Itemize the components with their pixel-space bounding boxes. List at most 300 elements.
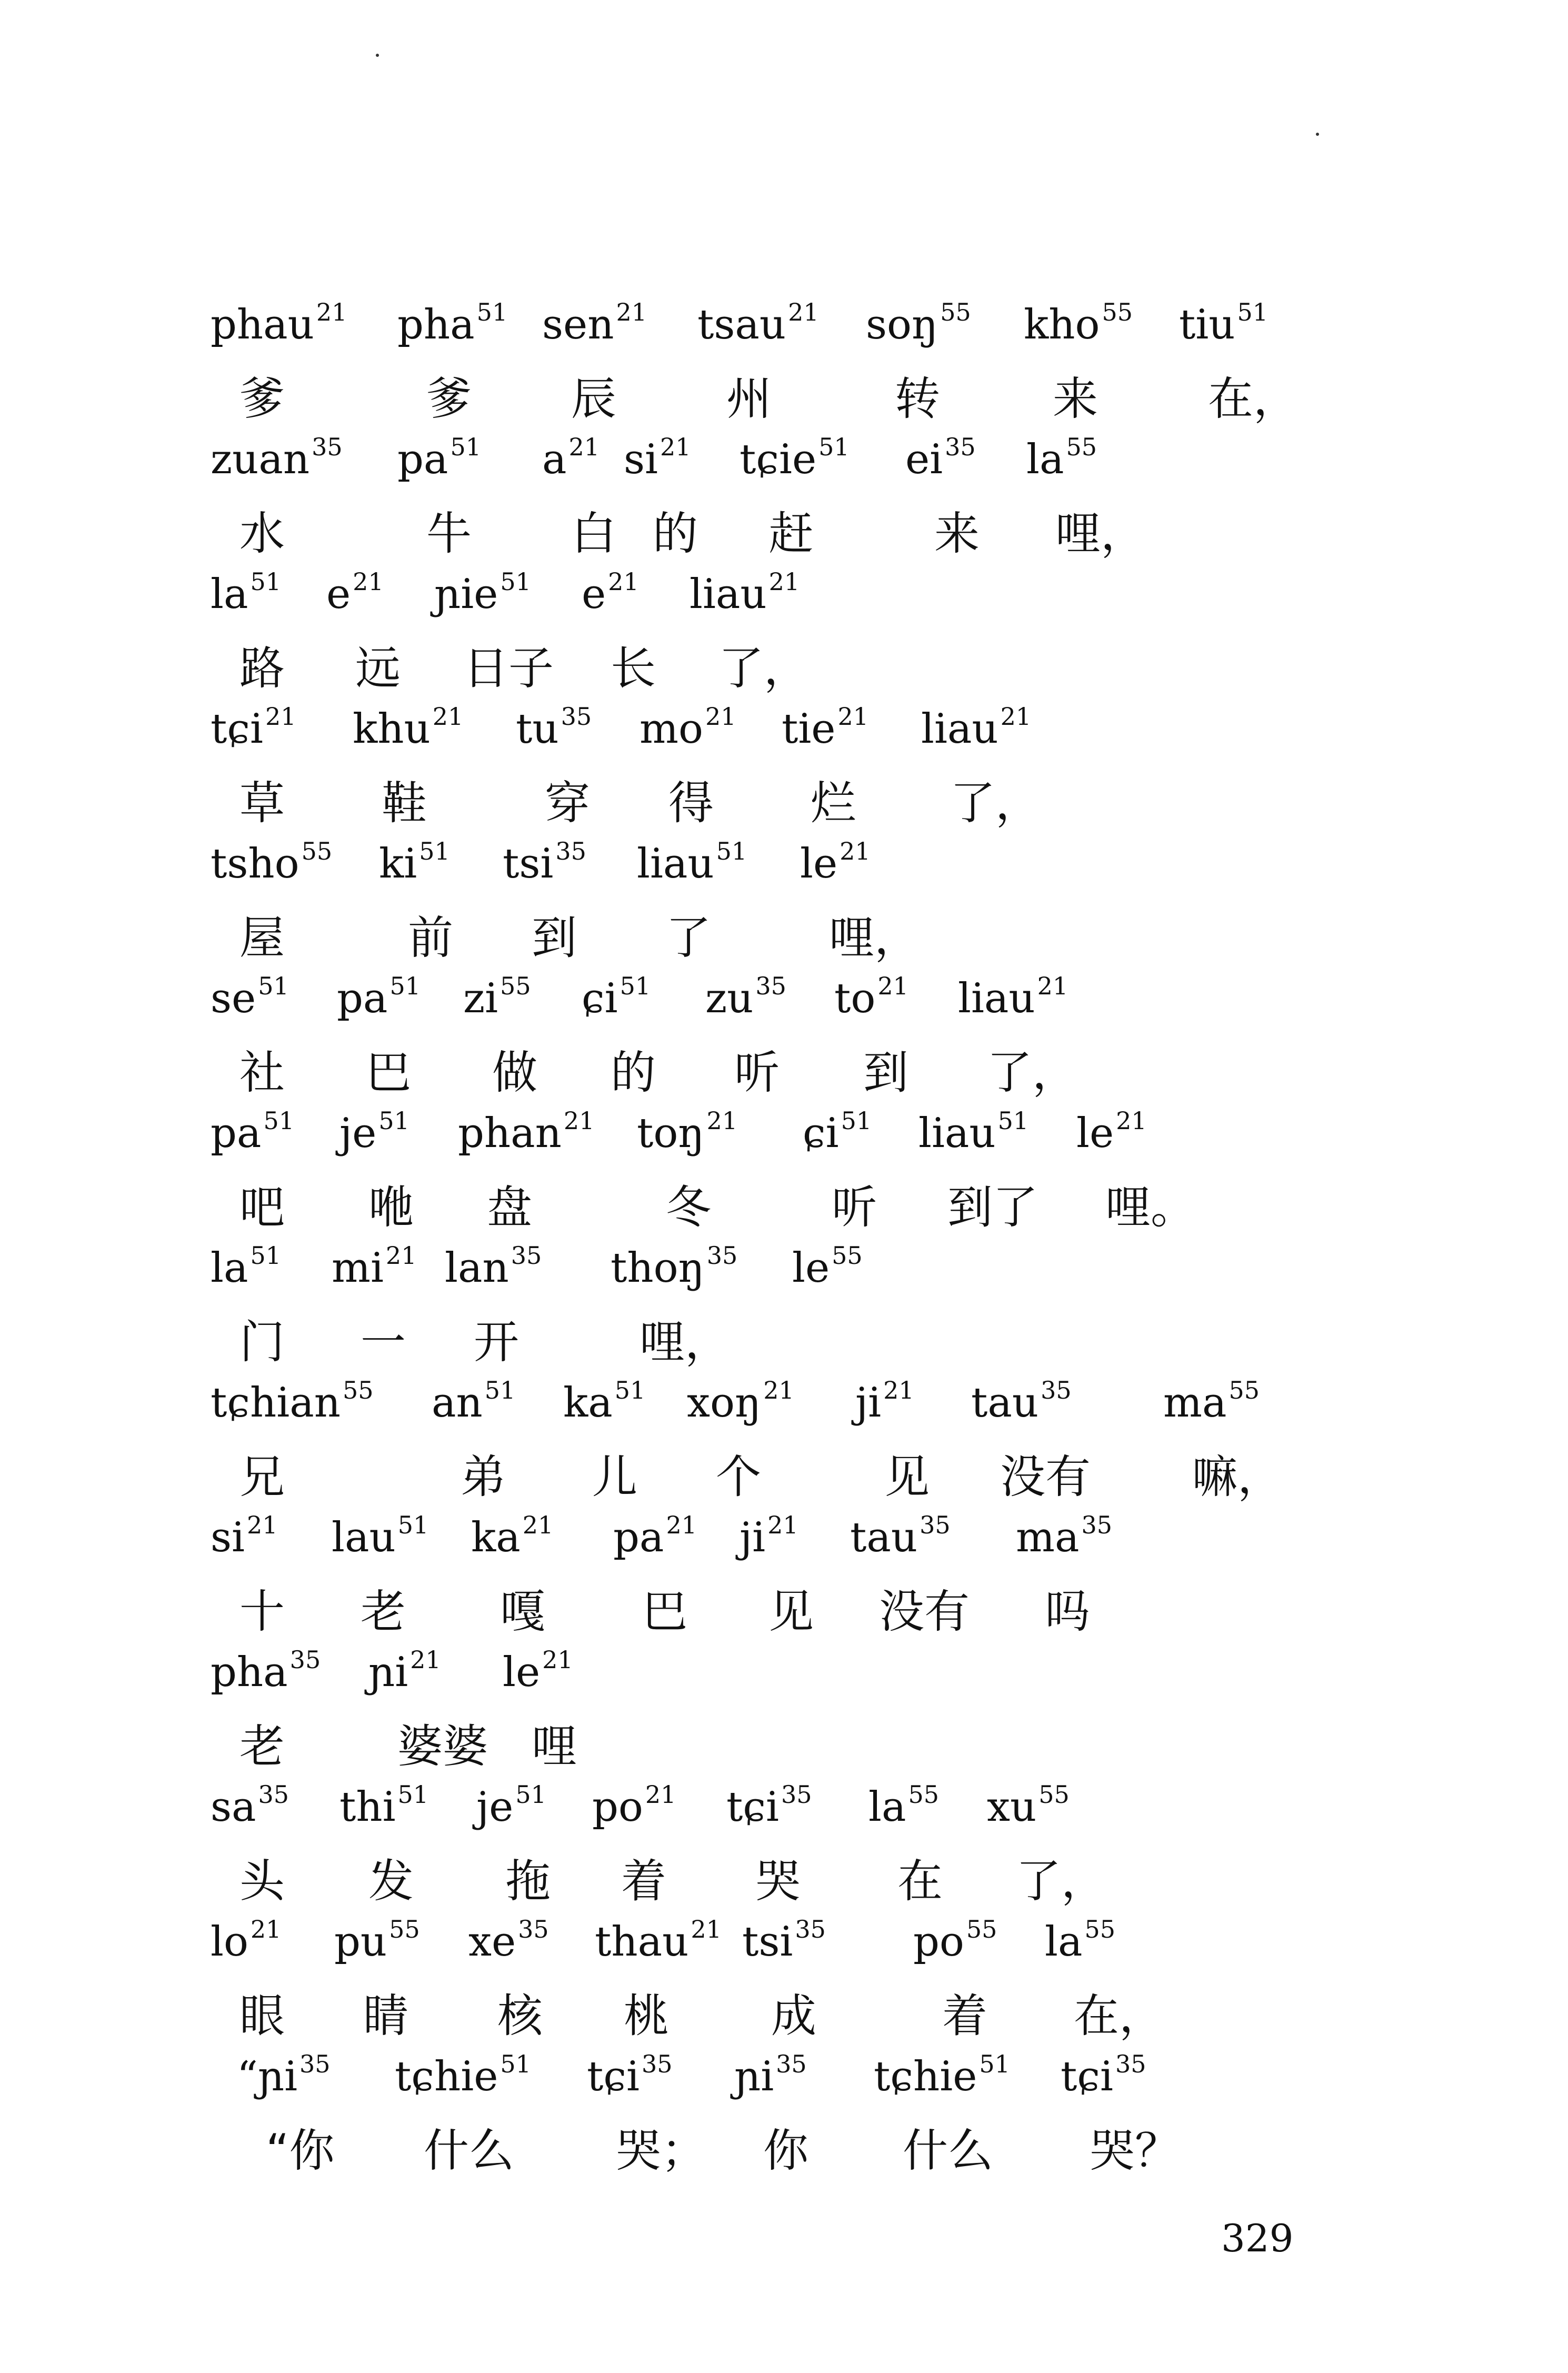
syllable-text: po xyxy=(913,1918,964,1966)
chinese-gloss: 冬 xyxy=(666,1181,711,1234)
syllable-text: lo xyxy=(211,1918,248,1966)
tone-number: 55 xyxy=(1038,1780,1070,1809)
ipa-line xyxy=(0,1782,1568,1856)
tone-number: 51 xyxy=(397,1511,429,1539)
tone-number: 21 xyxy=(1000,702,1032,731)
syllable-text: tɕi xyxy=(1061,2053,1113,2100)
chinese-gloss: 了 xyxy=(666,912,711,964)
tone-number: 35 xyxy=(945,433,976,461)
tone-number: 51 xyxy=(716,837,747,865)
ipa-syllable xyxy=(211,1511,278,1561)
syllable-text: phau xyxy=(211,301,314,348)
tone-number: 35 xyxy=(518,1915,549,1943)
ipa-syllable xyxy=(211,567,281,618)
ipa-syllable xyxy=(740,1511,798,1561)
chinese-gloss: 辰 xyxy=(571,373,616,425)
syllable-text: ma xyxy=(1016,1514,1080,1561)
tone-number: 21 xyxy=(660,433,691,461)
tone-number: 51 xyxy=(397,1780,429,1809)
ipa-syllable xyxy=(592,1780,676,1831)
ipa-syllable xyxy=(332,1511,429,1561)
ipa-syllable xyxy=(855,1376,914,1427)
ipa-syllable xyxy=(866,298,971,348)
chinese-gloss: 了， xyxy=(987,1046,1077,1099)
chinese-gloss: 日子 xyxy=(463,642,554,695)
syllable-text: sen xyxy=(542,301,614,348)
ipa-syllable xyxy=(434,567,531,618)
ipa-syllable xyxy=(397,298,508,348)
chinese-gloss: 儿 xyxy=(592,1451,637,1503)
chinese-gloss: 盘 xyxy=(487,1181,532,1234)
syllable-text: tɕi xyxy=(726,1783,779,1831)
ipa-syllable xyxy=(211,702,296,753)
ipa-syllable xyxy=(211,1780,289,1831)
chinese-gloss: 路 xyxy=(239,642,285,695)
tone-number: 55 xyxy=(342,1376,374,1404)
ipa-syllable xyxy=(705,972,786,1022)
tone-number: 21 xyxy=(250,1915,282,1943)
speck-mark xyxy=(376,54,379,57)
tone-number: 21 xyxy=(763,1376,794,1404)
syllable-text: thi xyxy=(339,1783,396,1831)
ipa-syllable xyxy=(640,702,736,753)
ipa-line xyxy=(0,1917,1568,1991)
tone-number: 51 xyxy=(500,567,531,596)
chinese-gloss: 眼 xyxy=(239,1990,285,2042)
ipa-line xyxy=(0,839,1568,913)
tone-number: 51 xyxy=(1237,298,1269,326)
syllable-text: le xyxy=(792,1244,830,1292)
syllable-text: se xyxy=(211,975,256,1022)
tone-number: 35 xyxy=(755,972,786,1000)
ipa-syllable xyxy=(613,1511,697,1561)
chinese-gloss: 了， xyxy=(718,642,809,695)
syllable-text: ji xyxy=(855,1379,882,1427)
chinese-gloss: 头 xyxy=(239,1855,285,1908)
syllable-text: la xyxy=(1045,1918,1083,1966)
tone-number: 21 xyxy=(265,702,296,731)
tone-number: 55 xyxy=(1229,1376,1260,1404)
ipa-syllable xyxy=(211,298,347,348)
ipa-syllable xyxy=(211,1106,294,1157)
chinese-gloss: 在， xyxy=(1074,1990,1164,2042)
ipa-syllable xyxy=(211,1646,321,1696)
chinese-gloss: 穿 xyxy=(545,777,590,830)
chinese-gloss: 转 xyxy=(895,373,940,425)
chinese-gloss: 远 xyxy=(355,642,401,695)
ipa-syllable xyxy=(1024,298,1133,348)
tone-number: 35 xyxy=(781,1780,812,1809)
chinese-gloss: 巴 xyxy=(642,1586,687,1638)
ipa-syllable xyxy=(734,2050,807,2100)
syllable-text: ka xyxy=(563,1379,613,1427)
ipa-syllable xyxy=(726,1780,812,1831)
tone-number: 51 xyxy=(620,972,651,1000)
chinese-gloss: 十 xyxy=(239,1586,285,1638)
syllable-text: xu xyxy=(987,1783,1037,1831)
tone-number: 21 xyxy=(1116,1106,1147,1135)
tone-number: 35 xyxy=(258,1780,289,1809)
chinese-gloss: 发 xyxy=(368,1855,414,1908)
ipa-syllable xyxy=(542,433,600,483)
tone-number: 55 xyxy=(940,298,971,326)
tone-number: 51 xyxy=(979,2050,1010,2078)
tone-number: 55 xyxy=(832,1241,863,1270)
ipa-line xyxy=(0,974,1568,1048)
ipa-syllable xyxy=(582,972,651,1022)
syllable-text: la xyxy=(1026,436,1064,483)
ipa-syllable xyxy=(800,837,871,888)
tone-number: 51 xyxy=(263,1106,294,1135)
chinese-gloss: 的 xyxy=(611,1046,656,1099)
syllable-text: liau xyxy=(958,975,1035,1022)
tone-number: 35 xyxy=(1081,1511,1113,1539)
syllable-text: ma xyxy=(1163,1379,1227,1427)
syllable-text: le xyxy=(800,840,838,888)
ipa-syllable xyxy=(1179,298,1269,348)
tone-number: 21 xyxy=(246,1511,278,1539)
syllable-text: tɕi xyxy=(211,705,263,753)
chinese-gloss: 州 xyxy=(726,373,772,425)
chinese-gloss: 哩， xyxy=(829,912,920,964)
tone-number: 21 xyxy=(608,567,639,596)
page-number: 329 xyxy=(1221,2216,1294,2260)
chinese-gloss: 到了 xyxy=(947,1181,1038,1234)
chinese-gloss: 见 xyxy=(768,1586,814,1638)
tone-number: 35 xyxy=(920,1511,951,1539)
syllable-text: lau xyxy=(332,1514,396,1561)
syllable-text: a xyxy=(542,436,567,483)
ipa-syllable xyxy=(782,702,868,753)
tone-number: 21 xyxy=(768,567,800,596)
syllable-text: la xyxy=(211,1244,248,1292)
chinese-gloss: 听 xyxy=(734,1046,780,1099)
ipa-syllable xyxy=(463,972,531,1022)
syllable-text: zu xyxy=(705,975,754,1022)
chinese-gloss: 睛 xyxy=(363,1990,408,2042)
chinese-gloss: 老 xyxy=(239,1720,285,1773)
tone-number: 51 xyxy=(476,298,508,326)
tone-number: 35 xyxy=(795,1915,826,1943)
ipa-syllable xyxy=(1016,1511,1113,1561)
syllable-text: pa xyxy=(397,436,448,483)
tone-number: 35 xyxy=(511,1241,542,1270)
chinese-gloss: 弟 xyxy=(461,1451,506,1503)
ipa-syllable xyxy=(1076,1106,1147,1157)
tone-number: 55 xyxy=(500,972,531,1000)
ipa-syllable xyxy=(368,1646,441,1696)
syllable-text: to xyxy=(834,975,876,1022)
syllable-text: ka xyxy=(471,1514,521,1561)
ipa-syllable xyxy=(563,1376,646,1427)
chinese-gloss: 门 xyxy=(239,1316,285,1369)
tone-number: 21 xyxy=(691,1915,722,1943)
syllable-text: si xyxy=(624,436,658,483)
syllable-text: tsi xyxy=(503,840,554,888)
tone-number: 21 xyxy=(542,1646,573,1674)
ipa-syllable xyxy=(687,1376,794,1427)
ipa-syllable xyxy=(211,433,343,483)
syllable-text: ɕi xyxy=(803,1110,839,1157)
syllable-text: ɕi xyxy=(582,975,618,1022)
chinese-gloss: 着 xyxy=(942,1990,987,2042)
chinese-gloss: 长 xyxy=(611,642,656,695)
tone-number: 51 xyxy=(515,1780,546,1809)
tone-number: 51 xyxy=(419,837,450,865)
ipa-syllable xyxy=(211,1241,281,1292)
ipa-syllable xyxy=(595,1915,722,1966)
ipa-syllable xyxy=(332,1241,417,1292)
chinese-gloss: 得 xyxy=(668,777,714,830)
chinese-gloss: 哭； xyxy=(616,2125,706,2177)
ipa-syllable xyxy=(697,298,819,348)
syllable-text: ei xyxy=(905,436,943,483)
syllable-text: zuan xyxy=(211,436,310,483)
tone-number: 51 xyxy=(378,1106,410,1135)
syllable-text: khu xyxy=(353,705,431,753)
chinese-gloss: 的 xyxy=(653,507,698,560)
chinese-gloss: 到 xyxy=(532,912,577,964)
tone-number: 35 xyxy=(289,1646,321,1674)
chinese-gloss: 桃 xyxy=(624,1990,669,2042)
ipa-syllable xyxy=(468,1915,549,1966)
ipa-syllable xyxy=(211,972,289,1022)
tone-number: 51 xyxy=(484,1376,516,1404)
tone-number: 51 xyxy=(614,1376,646,1404)
chinese-gloss: 在 xyxy=(897,1855,943,1908)
chinese-gloss: 鞋 xyxy=(382,777,427,830)
ipa-syllable xyxy=(339,1106,410,1157)
ipa-syllable xyxy=(1163,1376,1260,1427)
chinese-gloss: 嘛， xyxy=(1192,1451,1283,1503)
ipa-syllable xyxy=(690,567,800,618)
syllable-text: tau xyxy=(971,1379,1039,1427)
chinese-gloss: 老 xyxy=(361,1586,406,1638)
ipa-line xyxy=(0,1648,1568,1721)
ipa-syllable xyxy=(503,837,586,888)
tone-number: 21 xyxy=(353,567,384,596)
tone-number: 51 xyxy=(250,567,281,596)
chinese-gloss: 没有 xyxy=(1000,1451,1091,1503)
ipa-syllable xyxy=(971,1376,1072,1427)
chinese-gloss: 哩。 xyxy=(1105,1181,1196,1234)
ipa-syllable xyxy=(637,1106,738,1157)
ipa-syllable xyxy=(445,1241,542,1292)
chinese-gloss: 什么 xyxy=(424,2125,514,2177)
chinese-gloss: 哭 xyxy=(755,1855,801,1908)
tone-number: 21 xyxy=(767,1511,798,1539)
syllable-text: tsho xyxy=(211,840,299,888)
ipa-syllable xyxy=(868,1780,939,1831)
chinese-gloss: 屋 xyxy=(239,912,285,964)
ipa-line xyxy=(0,567,1568,643)
chinese-gloss-line xyxy=(0,2125,1568,2202)
ipa-syllable xyxy=(326,567,384,618)
syllable-text: pa xyxy=(211,1110,262,1157)
tone-number: 21 xyxy=(877,972,908,1000)
tone-number: 55 xyxy=(1102,298,1133,326)
tone-number: 21 xyxy=(788,298,819,326)
chinese-gloss: 来 xyxy=(934,507,980,560)
syllable-text: e xyxy=(326,571,351,618)
ipa-syllable xyxy=(874,2050,1010,2100)
chinese-gloss: 你 xyxy=(763,2125,808,2177)
ipa-syllable xyxy=(1026,433,1097,483)
chinese-gloss: “你 xyxy=(266,2125,335,2177)
ipa-syllable xyxy=(353,702,464,753)
tone-number: 21 xyxy=(883,1376,914,1404)
syllable-text: pu xyxy=(334,1918,387,1966)
speck-mark xyxy=(1316,133,1319,136)
chinese-gloss: 听 xyxy=(832,1181,877,1234)
syllable-text: ki xyxy=(379,840,417,888)
chinese-gloss: 咃 xyxy=(368,1181,414,1234)
ipa-syllable xyxy=(850,1511,951,1561)
syllable-text: tsau xyxy=(697,301,786,348)
syllable-text: le xyxy=(1076,1110,1114,1157)
chinese-gloss: 哩， xyxy=(640,1316,730,1369)
syllable-text: toŋ xyxy=(637,1110,705,1157)
ipa-syllable xyxy=(905,433,976,483)
ipa-syllable xyxy=(337,972,421,1022)
tone-number: 21 xyxy=(385,1241,417,1270)
syllable-text: mi xyxy=(332,1244,384,1292)
ipa-line xyxy=(0,435,1568,508)
chinese-gloss: 了， xyxy=(950,777,1041,830)
syllable-text: kho xyxy=(1024,301,1100,348)
chinese-gloss: 爹 xyxy=(239,373,285,425)
ipa-syllable xyxy=(921,702,1032,753)
syllable-text: sa xyxy=(211,1783,256,1831)
syllable-text: tɕhian xyxy=(211,1379,341,1427)
syllable-text: la xyxy=(211,571,248,618)
chinese-gloss: 牛 xyxy=(426,507,472,560)
tone-number: 35 xyxy=(1115,2050,1146,2078)
chinese-gloss: 赶 xyxy=(768,507,814,560)
syllable-text: tu xyxy=(516,705,559,753)
tone-number: 55 xyxy=(1066,433,1097,461)
chinese-gloss: 到 xyxy=(863,1046,908,1099)
syllable-text: je xyxy=(476,1783,514,1831)
tone-number: 21 xyxy=(840,837,871,865)
syllable-text: soŋ xyxy=(866,301,938,348)
chinese-gloss: 巴 xyxy=(366,1046,411,1099)
syllable-text: tɕie xyxy=(740,436,817,483)
syllable-text: liau xyxy=(921,705,998,753)
chinese-gloss: 成 xyxy=(771,1990,816,2042)
ipa-line xyxy=(0,1243,1568,1317)
chinese-gloss: 嘎 xyxy=(500,1586,545,1638)
tone-number: 55 xyxy=(1084,1915,1115,1943)
chinese-gloss: 着 xyxy=(621,1855,666,1908)
tone-number: 55 xyxy=(908,1780,939,1809)
ipa-syllable xyxy=(516,702,592,753)
chinese-gloss: 拖 xyxy=(505,1855,551,1908)
ipa-syllable xyxy=(471,1511,554,1561)
tone-number: 51 xyxy=(258,972,289,1000)
ipa-syllable xyxy=(1045,1915,1115,1966)
syllable-text: tau xyxy=(850,1514,918,1561)
tone-number: 35 xyxy=(1041,1376,1072,1404)
ipa-syllable xyxy=(803,1106,872,1157)
chinese-gloss: 婆婆 xyxy=(397,1720,488,1773)
chinese-gloss: 了， xyxy=(1016,1855,1106,1908)
ipa-syllable xyxy=(211,1915,282,1966)
ipa-syllable xyxy=(637,837,747,888)
syllable-text: xoŋ xyxy=(687,1379,762,1427)
tone-number: 21 xyxy=(706,1106,738,1135)
syllable-text: ɲi xyxy=(368,1649,408,1696)
syllable-text: liau xyxy=(690,571,767,618)
tone-number: 21 xyxy=(316,298,347,326)
ipa-syllable xyxy=(542,298,647,348)
tone-number: 21 xyxy=(410,1646,441,1674)
tone-number: 35 xyxy=(561,702,592,731)
tone-number: 21 xyxy=(1037,972,1068,1000)
chinese-gloss: 草 xyxy=(239,777,285,830)
syllable-text: xe xyxy=(468,1918,516,1966)
tone-number: 21 xyxy=(666,1511,697,1539)
syllable-text: tɕhie xyxy=(874,2053,977,2100)
ipa-syllable xyxy=(987,1780,1070,1831)
syllable-text: pha xyxy=(397,301,475,348)
chinese-gloss: 见 xyxy=(884,1451,930,1503)
chinese-gloss: 兄 xyxy=(239,1451,285,1503)
chinese-gloss: 爹 xyxy=(426,373,472,425)
syllable-text: la xyxy=(868,1783,906,1831)
chinese-gloss: 在， xyxy=(1208,373,1299,425)
ipa-syllable xyxy=(587,2050,673,2100)
tone-number: 21 xyxy=(705,702,736,731)
chinese-gloss: 做 xyxy=(492,1046,537,1099)
syllable-text: phan xyxy=(458,1110,562,1157)
tone-number: 21 xyxy=(837,702,868,731)
syllable-text: zi xyxy=(463,975,498,1022)
tone-number: 21 xyxy=(616,298,647,326)
tone-number: 35 xyxy=(641,2050,673,2078)
ipa-syllable xyxy=(476,1780,546,1831)
syllable-text: lan xyxy=(445,1244,509,1292)
ipa-syllable xyxy=(582,567,639,618)
syllable-text: ɲi xyxy=(734,2053,774,2100)
tone-number: 51 xyxy=(450,433,481,461)
ipa-syllable xyxy=(611,1241,738,1292)
chinese-gloss: 吗 xyxy=(1045,1586,1090,1638)
chinese-gloss: 一 xyxy=(361,1316,406,1369)
ipa-syllable xyxy=(918,1106,1029,1157)
syllable-text: le xyxy=(503,1649,541,1696)
tone-number: 21 xyxy=(568,433,600,461)
syllable-text: liau xyxy=(918,1110,996,1157)
syllable-text: thoŋ xyxy=(611,1244,705,1292)
tone-number: 51 xyxy=(997,1106,1029,1135)
ipa-syllable xyxy=(1061,2050,1146,2100)
syllable-text: e xyxy=(582,571,606,618)
syllable-text: je xyxy=(339,1110,377,1157)
chinese-gloss: 开 xyxy=(474,1316,519,1369)
syllable-text: pa xyxy=(613,1514,664,1561)
syllable-text: thau xyxy=(595,1918,689,1966)
ipa-line xyxy=(0,300,1568,374)
syllable-text: po xyxy=(592,1783,643,1831)
tone-number: 55 xyxy=(389,1915,420,1943)
ipa-line xyxy=(0,2052,1568,2126)
ipa-syllable xyxy=(740,433,850,483)
ipa-syllable xyxy=(237,2050,331,2100)
syllable-text: tɕhie xyxy=(395,2053,498,2100)
chinese-gloss: 前 xyxy=(408,912,453,964)
chinese-gloss: 社 xyxy=(239,1046,285,1099)
